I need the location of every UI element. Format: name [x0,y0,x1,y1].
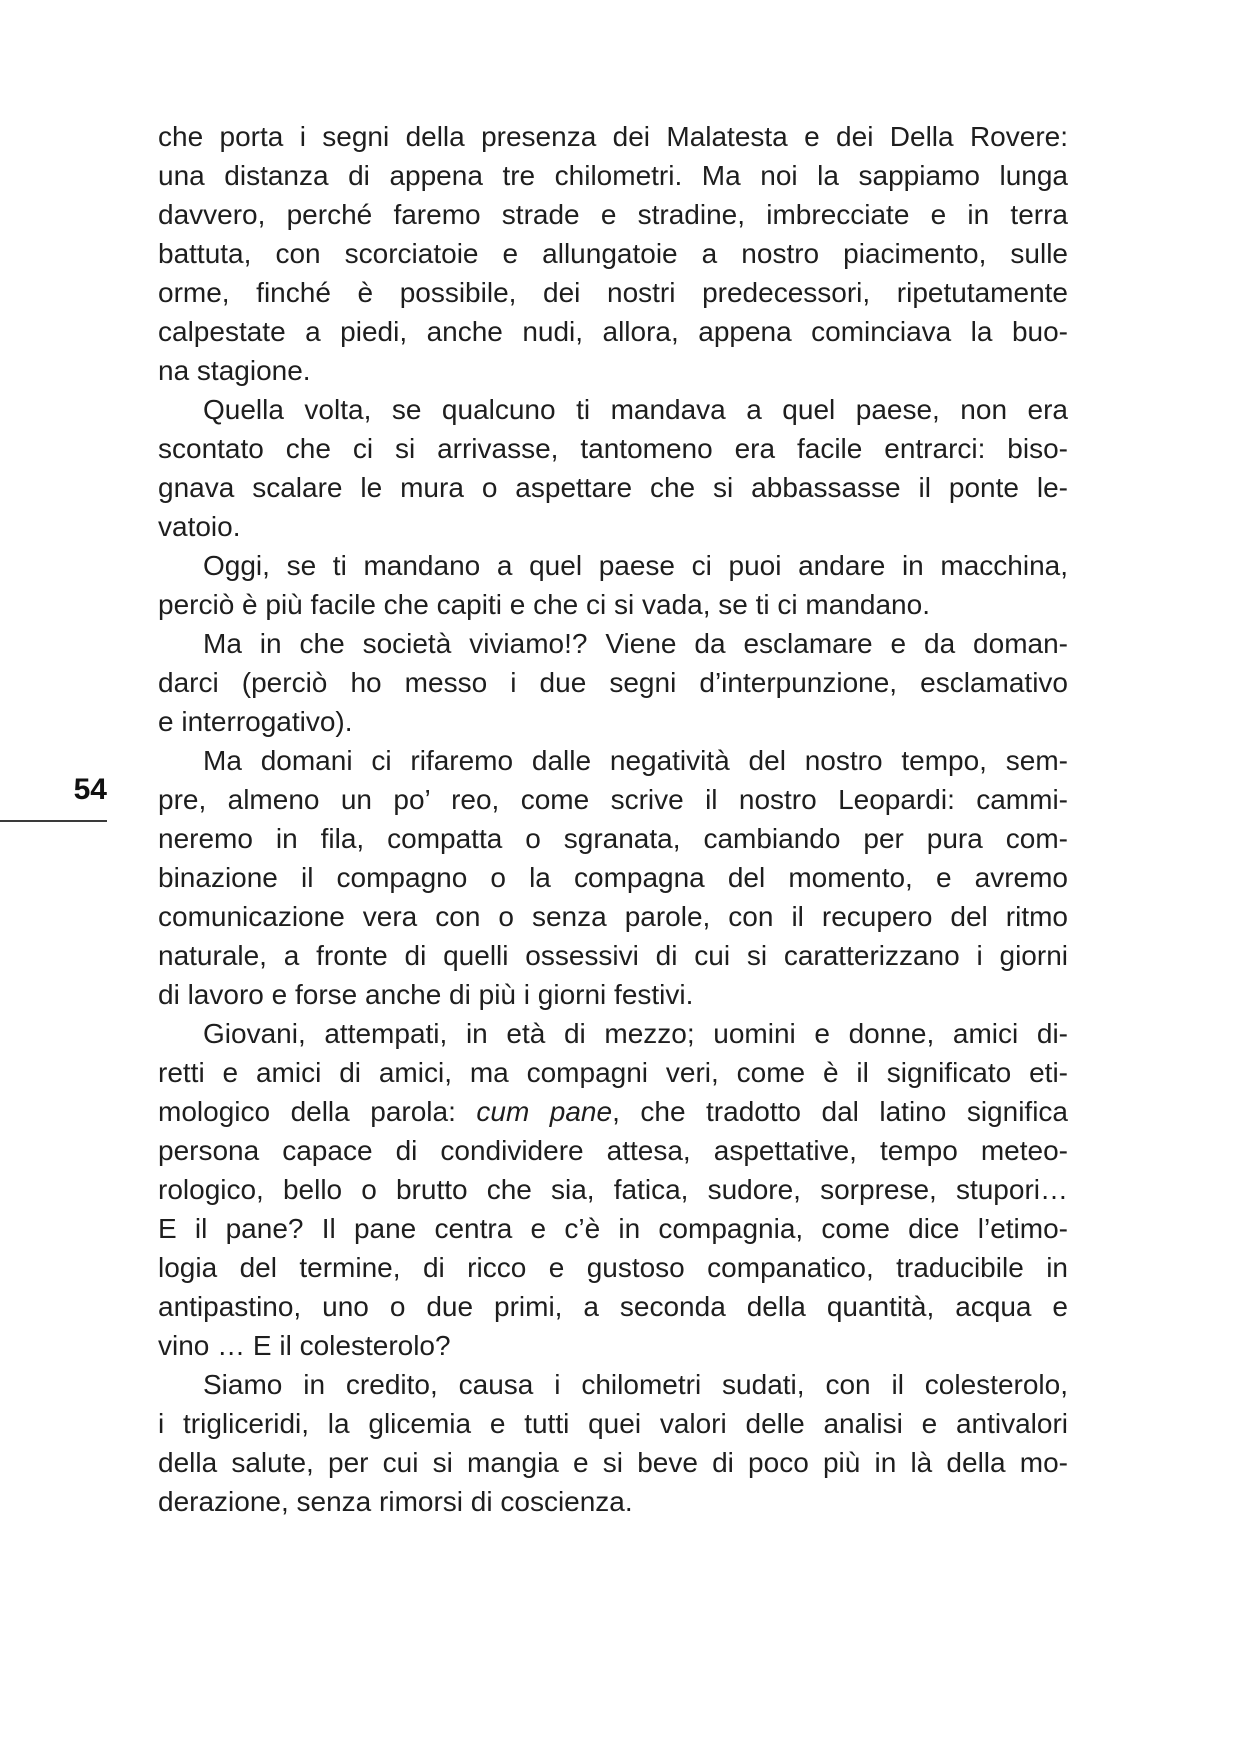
text-line [158,195,1068,234]
text-line [158,429,1068,468]
text-segment: naturale, a fronte di quelli ossessivi di cui si caratterizzano i giorni [158,940,1068,971]
text-segment: pre, almeno un po’ reo, come scrive il nostro Leopardi: cammi- [158,784,1068,815]
text-line [158,273,1068,312]
text-line [158,624,1068,663]
text-line [158,663,1068,702]
text-line [158,1209,1068,1248]
text-segment: della salute, per cui si mangia e si beve di poco più in là della mo- [158,1447,1068,1478]
text-segment: davvero, perché faremo strade e stradine, imbrecciate e in terra [158,199,1068,230]
text-segment: retti e amici di amici, ma compagni veri, come è il significato eti- [158,1057,1068,1088]
text-line [158,780,1068,819]
text-segment: perciò è più facile che capiti e che ci si vada, se ti ci mandano. [158,589,930,620]
text-segment: gnava scalare le mura o aspettare che si abbassasse il ponte le- [158,472,1068,503]
text-segment: battuta, con scorciatoie e allungatoie a nostro piacimento, sulle [158,238,1068,269]
text-line [158,897,1068,936]
text-line [158,936,1068,975]
text-line [158,585,1068,624]
text-segment: persona capace di condividere attesa, aspettative, tempo meteo- [158,1135,1068,1166]
text-line [158,507,1068,546]
text-segment: Siamo in credito, causa i chilometri sudati, con il colesterolo, [203,1369,1068,1400]
text-segment: derazione, senza rimorsi di coscienza. [158,1486,633,1517]
text-line [158,390,1068,429]
text-line [158,1092,1068,1131]
text-line [158,975,1068,1014]
text-line [158,1443,1068,1482]
text-line [158,312,1068,351]
text-segment: Ma domani ci rifaremo dalle negatività del nostro tempo, sem- [203,745,1068,776]
text-segment: rologico, bello o brutto che sia, fatica, sudore, sorprese, stupori… [158,1174,1068,1205]
text-segment: na stagione. [158,355,311,386]
text-segment: orme, finché è possibile, dei nostri predecessori, ripetutamente [158,277,1068,308]
text-segment: darci (perciò ho messo i due segni d’interpunzione, esclamativo [158,667,1068,698]
text-line [158,1170,1068,1209]
body-text [158,117,1068,1521]
text-segment: , che tradotto dal latino significa [612,1096,1068,1127]
text-segment: vino … E il colesterolo? [158,1330,451,1361]
text-segment: E il pane? Il pane centra e c’è in compagnia, come dice l’etimo- [158,1213,1068,1244]
text-line [158,1053,1068,1092]
text-segment: comunicazione vera con o senza parole, con il recupero del ritmo [158,901,1068,932]
text-line [158,117,1068,156]
text-line [158,234,1068,273]
text-segment: binazione il compagno o la compagna del momento, e avremo [158,862,1068,893]
text-segment: una distanza di appena tre chilometri. Ma noi la sappiamo lunga [158,160,1068,191]
text-line [158,468,1068,507]
text-line [158,1326,1068,1365]
text-line [158,1404,1068,1443]
text-line [158,351,1068,390]
text-segment: Giovani, attempati, in età di mezzo; uomini e donne, amici di- [203,1018,1068,1049]
text-line [158,1365,1068,1404]
italic-phrase: cum pane [476,1096,613,1127]
text-line [158,1131,1068,1170]
text-line [158,1248,1068,1287]
text-line [158,702,1068,741]
text-segment: vatoio. [158,511,241,542]
text-segment: i trigliceridi, la glicemia e tutti quei valori delle analisi e antivalori [158,1408,1068,1439]
text-line [158,1014,1068,1053]
text-segment: antipastino, uno o due primi, a seconda della quantità, acqua e [158,1291,1068,1322]
text-line [158,156,1068,195]
text-line [158,1482,1068,1521]
text-segment: che porta i segni della presenza dei Malatesta e dei Della Rovere: [158,121,1068,152]
text-line [158,1287,1068,1326]
text-segment: calpestate a piedi, anche nudi, allora, appena cominciava la buo- [158,316,1068,347]
text-line [158,546,1068,585]
text-segment: e interrogativo). [158,706,353,737]
text-segment: Ma in che società viviamo!? Viene da esclamare e da doman- [203,628,1068,659]
text-segment: neremo in fila, compatta o sgranata, cambiando per pura com- [158,823,1068,854]
text-segment: scontato che ci si arrivasse, tantomeno era facile entrarci: biso- [158,433,1068,464]
text-segment: mologico della parola: [158,1096,477,1127]
text-segment: logia del termine, di ricco e gustoso companatico, traducibile in [158,1252,1068,1283]
text-segment: Quella volta, se qualcuno ti mandava a quel paese, non era [203,394,1068,425]
text-segment: Oggi, se ti mandano a quel paese ci puoi andare in macchina, [203,550,1068,581]
text-line [158,858,1068,897]
page-number: 54 [73,773,107,806]
margin-rule [0,820,107,822]
text-line [158,741,1068,780]
text-segment: di lavoro e forse anche di più i giorni festivi. [158,979,694,1010]
text-line [158,819,1068,858]
